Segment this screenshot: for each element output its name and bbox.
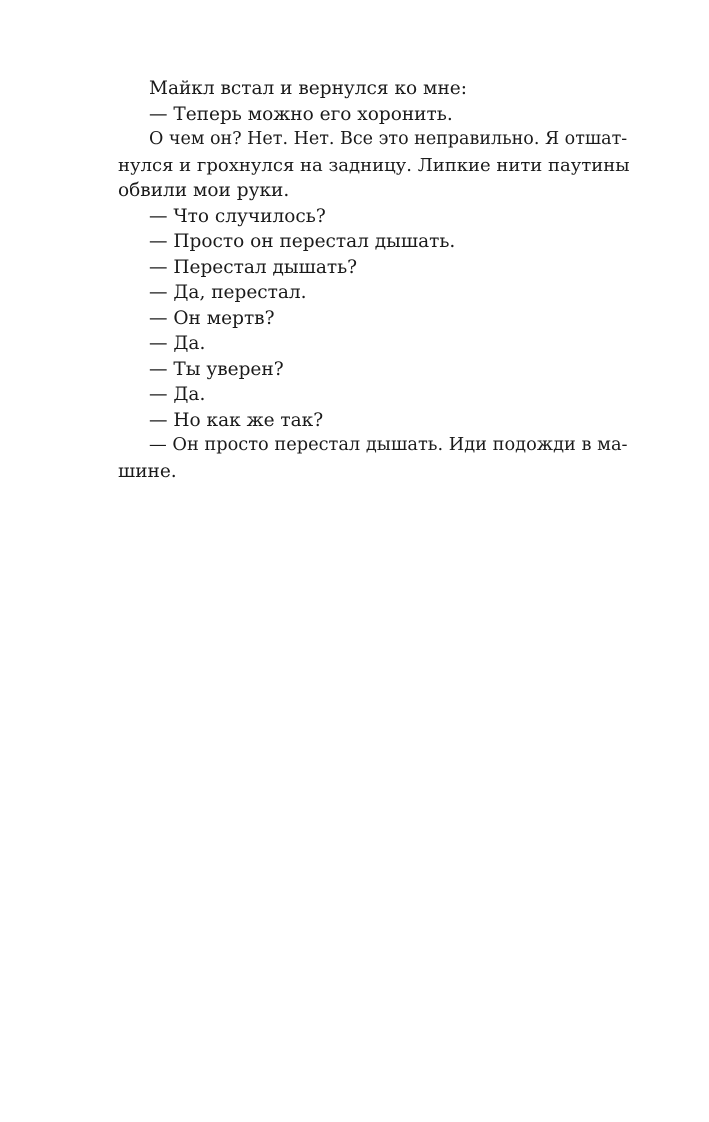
text-line: — Просто он перестал дышать.: [149, 231, 456, 252]
text-line: — Теперь можно его хоронить.: [149, 103, 453, 125]
text-line: — Перестал дышать?: [149, 256, 358, 278]
text-line: нулся и грохнулся на задницу. Липкие нити паутины: [118, 154, 630, 176]
text-line: — Ты уверен?: [149, 358, 284, 380]
text-line: Майкл встал и вернулся ко мне:: [149, 78, 467, 99]
text-line: — Да, перестал.: [149, 282, 307, 303]
text-line: О чем он? Нет. Нет. Все это неправильно. Я отшат-: [149, 129, 628, 149]
text-line: — Он просто перестал дышать. Иди подожди в ма-: [149, 435, 628, 455]
text-line: — Но как же так?: [149, 409, 324, 431]
text-line: — Он мертв?: [149, 307, 275, 329]
text-line: обвили мои руки.: [118, 180, 290, 201]
page-text: [118, 76, 630, 484]
text-line: — Да.: [149, 333, 206, 354]
text-line: шине.: [118, 460, 177, 482]
text-line: — Да.: [149, 384, 206, 405]
text-line: — Что случилось?: [149, 205, 326, 227]
